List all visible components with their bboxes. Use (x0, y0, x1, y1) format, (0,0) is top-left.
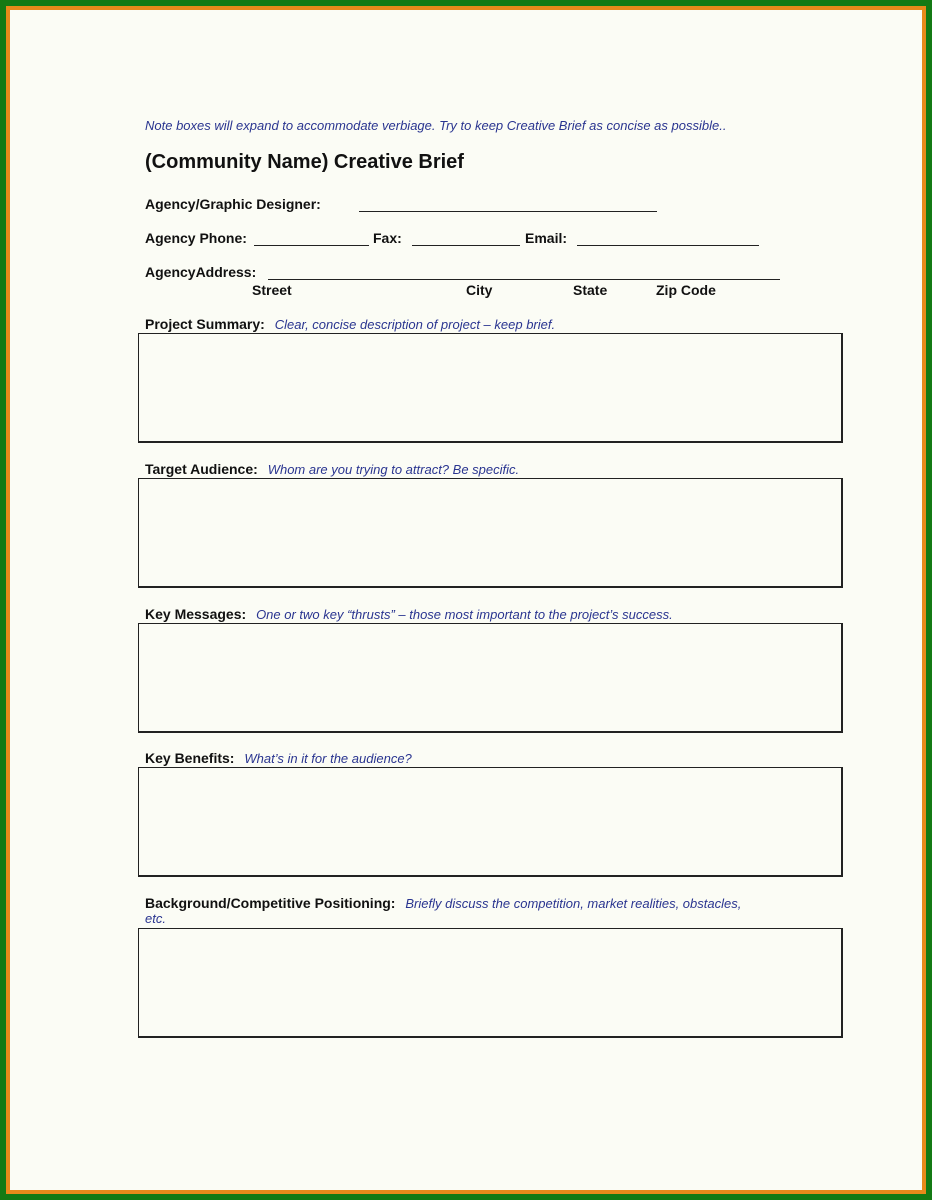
agency-address-label: AgencyAddress: (145, 264, 257, 280)
fax-label: Fax: (373, 230, 402, 246)
agency-phone-blank[interactable] (254, 245, 369, 246)
email-label: Email: (525, 230, 568, 246)
key-messages-box[interactable] (138, 623, 843, 733)
instruction-note: Note boxes will expand to accommodate verbiage. Try to keep Creative Brief as concise as possible.. (145, 118, 727, 133)
target-audience-hint: Whom are you trying to attract? Be specific. (267, 462, 520, 477)
background-hint: Briefly discuss the competition, market realities, obstacles, (405, 896, 742, 911)
target-audience-box[interactable] (138, 478, 843, 588)
key-benefits-hint: What’s in it for the audience? (244, 751, 412, 766)
section-heading (145, 461, 519, 477)
section-heading (145, 316, 555, 332)
key-messages-hint: One or two key “thrusts” – those most important to the project’s success. (256, 607, 673, 622)
agency-designer-label: Agency/Graphic Designer: (145, 196, 321, 212)
page-border-orange (6, 6, 926, 1194)
background-box[interactable] (138, 928, 843, 1038)
background-label: Background/Competitive Positioning: (145, 895, 396, 911)
key-messages-label: Key Messages: (145, 606, 247, 622)
agency-designer-blank[interactable] (359, 211, 657, 212)
fax-blank[interactable] (412, 245, 520, 246)
agency-address-blank[interactable] (268, 279, 780, 280)
address-state-label: State (573, 282, 608, 298)
address-street-label: Street (252, 282, 292, 298)
key-benefits-box[interactable] (138, 767, 843, 877)
section-heading (145, 606, 673, 622)
project-summary-label: Project Summary: (145, 316, 265, 332)
target-audience-label: Target Audience: (145, 461, 258, 477)
email-blank[interactable] (577, 245, 759, 246)
document-page (10, 10, 922, 1190)
key-benefits-label: Key Benefits: (145, 750, 235, 766)
project-summary-box[interactable] (138, 333, 843, 443)
address-city-label: City (466, 282, 493, 298)
project-summary-hint: Clear, concise description of project – keep brief. (274, 317, 556, 332)
address-zip-label: Zip Code (656, 282, 716, 298)
background-hint-continued: etc. (145, 911, 166, 926)
section-heading (145, 750, 412, 766)
section-heading (145, 895, 741, 911)
document-title: (Community Name) Creative Brief (145, 151, 464, 173)
agency-phone-label: Agency Phone: (145, 230, 247, 246)
